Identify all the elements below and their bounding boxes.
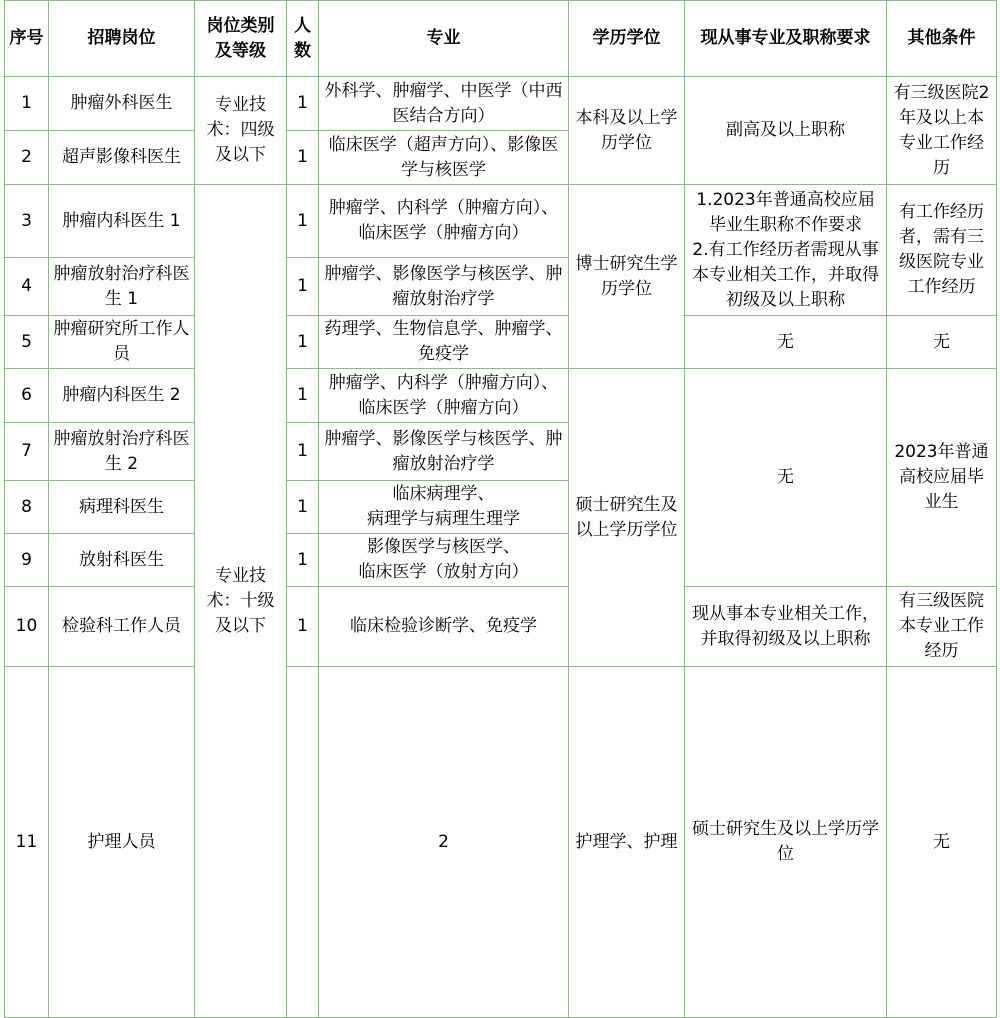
cell-post: 肿瘤外科医生 — [49, 77, 195, 131]
cell-post: 肿瘤内科医生 1 — [49, 185, 195, 258]
cell-no: 8 — [5, 481, 49, 534]
table-row — [5, 185, 997, 258]
header-major: 专业 — [319, 1, 569, 77]
cell-no: 9 — [5, 534, 49, 587]
cell-major: 临床病理学、 病理学与病理生理学 — [319, 481, 569, 534]
cell-major: 肿瘤学、内科学（肿瘤方向）、临床医学（肿瘤方向） — [319, 185, 569, 258]
header-count: 人数 — [287, 1, 319, 77]
cell-other: 有三级医院2年及以上本专业工作经历 — [887, 77, 997, 185]
cell-major: 肿瘤学、内科学（肿瘤方向）、临床医学（肿瘤方向） — [319, 369, 569, 423]
cell-category: 专业技术：四级及以下 — [195, 77, 287, 185]
cell-requirement: 1.2023年普通高校应届毕业生职称不作要求 2.有工作经历者需现从事本专业相关工作，并取得初级及以上职称 — [685, 185, 887, 316]
cell-no: 7 — [5, 423, 49, 481]
cell-no: 4 — [5, 258, 49, 316]
cell-no: 10 — [5, 587, 49, 667]
header-category: 岗位类别及等级 — [195, 1, 287, 77]
header-other: 其他条件 — [887, 1, 997, 77]
cell-post: 肿瘤放射治疗科医生 1 — [49, 258, 195, 316]
cell-count: 1 — [287, 258, 319, 316]
cell-post: 放射科医生 — [49, 534, 195, 587]
cell-count: 1 — [287, 369, 319, 423]
table-row — [5, 369, 997, 423]
cell-major: 临床检验诊断学、免疫学 — [319, 587, 569, 667]
cell-count: 1 — [287, 534, 319, 587]
cell-other: 有工作经历者，需有三级医院专业工作经历 — [887, 185, 997, 316]
cell-major: 临床医学（超声方向）、影像医学与核医学 — [319, 131, 569, 185]
cell-requirement: 无 — [685, 316, 887, 369]
cell-major: 护理学、护理 — [569, 667, 685, 1018]
cell-no: 1 — [5, 77, 49, 131]
cell-major: 药理学、生物信息学、肿瘤学、免疫学 — [319, 316, 569, 369]
cell-count: 1 — [287, 77, 319, 131]
cell-major: 肿瘤学、影像医学与核医学、肿瘤放射治疗学 — [319, 423, 569, 481]
cell-count: 1 — [287, 316, 319, 369]
cell-other: 无 — [887, 316, 997, 369]
cell-education: 博士研究生学历学位 — [569, 185, 685, 369]
cell-count: 1 — [287, 587, 319, 667]
cell-education: 硕士研究生及以上学历学位 — [569, 369, 685, 667]
cell-major: 肿瘤学、影像医学与核医学、肿瘤放射治疗学 — [319, 258, 569, 316]
table-row — [5, 316, 997, 369]
cell-post: 超声影像科医生 — [49, 131, 195, 185]
cell-major: 外科学、肿瘤学、中医学（中西医结合方向） — [319, 77, 569, 131]
cell-requirement: 无 — [685, 369, 887, 587]
header-no: 序号 — [5, 1, 49, 77]
cell-no: 6 — [5, 369, 49, 423]
header-post: 招聘岗位 — [49, 1, 195, 77]
header-education: 学历学位 — [569, 1, 685, 77]
cell-category: 专业技术：十级及以下 — [195, 185, 287, 1018]
cell-count: 1 — [287, 423, 319, 481]
cell-post: 病理科医生 — [49, 481, 195, 534]
cell-no: 2 — [5, 131, 49, 185]
header-row — [5, 1, 997, 77]
cell-post: 检验科工作人员 — [49, 587, 195, 667]
cell-other: 2023年普通高校应届毕业生 — [887, 369, 997, 587]
cell-no: 3 — [5, 185, 49, 258]
cell-count: 2 — [319, 667, 569, 1018]
cell-count: 1 — [287, 185, 319, 258]
cell-no: 5 — [5, 316, 49, 369]
table-row — [5, 587, 997, 667]
cell-category-empty — [287, 667, 319, 1018]
cell-count: 1 — [287, 481, 319, 534]
cell-education: 本科及以上学历学位 — [569, 77, 685, 185]
table-row — [5, 77, 997, 131]
cell-post: 护理人员 — [49, 667, 195, 1018]
cell-requirement: 现从事本专业相关工作，并取得初级及以上职称 — [685, 587, 887, 667]
cell-post: 肿瘤内科医生 2 — [49, 369, 195, 423]
table-row — [5, 667, 997, 1018]
cell-requirement: 无 — [887, 667, 997, 1018]
cell-count: 1 — [287, 131, 319, 185]
header-requirement: 现从事专业及职称要求 — [685, 1, 887, 77]
cell-education: 硕士研究生及以上学历学位 — [685, 667, 887, 1018]
cell-other: 有三级医院本专业工作经历 — [887, 587, 997, 667]
recruitment-table — [4, 0, 997, 1018]
cell-post: 肿瘤研究所工作人员 — [49, 316, 195, 369]
cell-no: 11 — [5, 667, 49, 1018]
cell-requirement: 副高及以上职称 — [685, 77, 887, 185]
cell-major: 影像医学与核医学、 临床医学（放射方向） — [319, 534, 569, 587]
cell-post: 肿瘤放射治疗科医生 2 — [49, 423, 195, 481]
